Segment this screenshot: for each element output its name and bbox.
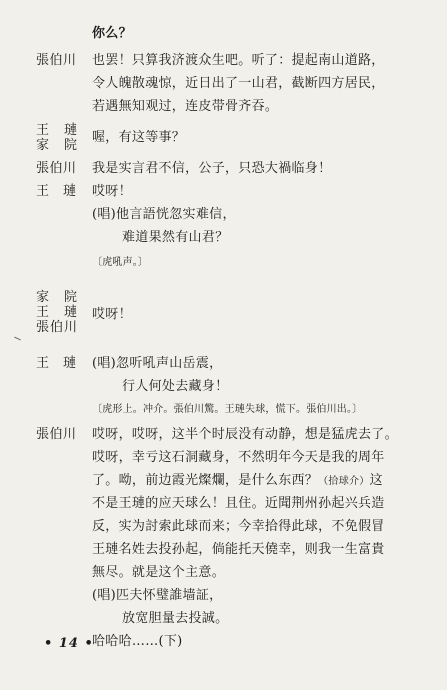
line-7: 哎呀！ xyxy=(92,184,132,199)
speaker-zhang-boc-2: 張伯川 xyxy=(36,161,77,176)
speaker-wang-lian-2: 王 璉 xyxy=(36,184,77,199)
margin-mark xyxy=(14,337,21,341)
line-17-stage: （拾球介） xyxy=(318,476,370,487)
speaker-zhang-boc-4: 張伯川 xyxy=(36,427,77,442)
line-2: 也罢！只算我济渡众生吧。听了：提起南山道路， xyxy=(92,53,385,68)
line-15: 哎呀，哎呀，这半个时辰没有动静，想是猛虎去了。 xyxy=(92,427,398,442)
page-number: • 14 • xyxy=(44,636,94,651)
speaker-zhang-boc-1: 張伯川 xyxy=(36,53,77,68)
stage-direction-1: 〔虎吼声。〕 xyxy=(92,257,149,268)
speaker-group-1 xyxy=(36,123,78,153)
stage-direction-2: 〔虎形上。冲介。張伯川驚。王璉失球，慌下。張伯川出。〕 xyxy=(92,404,363,415)
line-5: 喔，有这等事？ xyxy=(92,130,186,145)
line-12: (唱)忽听吼声山岳震， xyxy=(92,356,223,371)
speaker-zhang-boc-3: 張伯川 xyxy=(36,320,79,335)
line-22: (唱)匹夫怀璧誰墙証， xyxy=(92,588,223,603)
speaker-group-2 xyxy=(36,290,78,335)
line-19: 反，实为討索此球而来；今幸拾得此球，不免假冒 xyxy=(92,519,385,534)
line-20: 王璉名姓去投孙起，倘能托天僥幸，则我一生富貴 xyxy=(92,542,385,557)
line-17-tail: 这 xyxy=(369,473,383,488)
speaker-wang-lian-1: 王 璉 xyxy=(36,123,79,138)
line-18: 不是王璉的应天球么！且住。近聞荆州孙起兴兵造 xyxy=(92,496,385,511)
line-21: 無尽。就是这个主意。 xyxy=(92,565,226,580)
speaker-wang-lian-4: 王 璉 xyxy=(36,356,77,371)
line-8: (唱)他言語恍忽实难信， xyxy=(92,207,236,222)
line-17-text: 了。呦，前边霞光燦爛，是什么东西？ xyxy=(92,473,319,488)
line-17 xyxy=(92,473,383,490)
line-16: 哎呀，幸亏这石洞藏身，不然明年今天是我的周年 xyxy=(92,450,385,465)
line-6: 我是实言君不信，公子，只恐大禍临身！ xyxy=(92,161,332,176)
line-3: 令人魄散魂惊，近日出了一山君，截断四方居民， xyxy=(92,76,385,91)
line-13: 行人何处去藏身！ xyxy=(122,379,229,394)
line-23: 放宽胆量去投誠。 xyxy=(122,611,229,626)
speaker-jia-yuan-1: 家 院 xyxy=(36,138,79,153)
line-1: 你么？ xyxy=(92,26,132,41)
speaker-jia-yuan-2: 家 院 xyxy=(36,290,79,305)
line-24: 哈哈哈……(下) xyxy=(92,634,183,649)
line-4: 若遇無知观过，连皮带骨齐吞。 xyxy=(92,99,279,114)
line-9: 难道果然有山君？ xyxy=(122,230,229,245)
speaker-wang-lian-3: 王 璉 xyxy=(36,305,79,320)
line-11: 哎呀！ xyxy=(92,307,132,322)
